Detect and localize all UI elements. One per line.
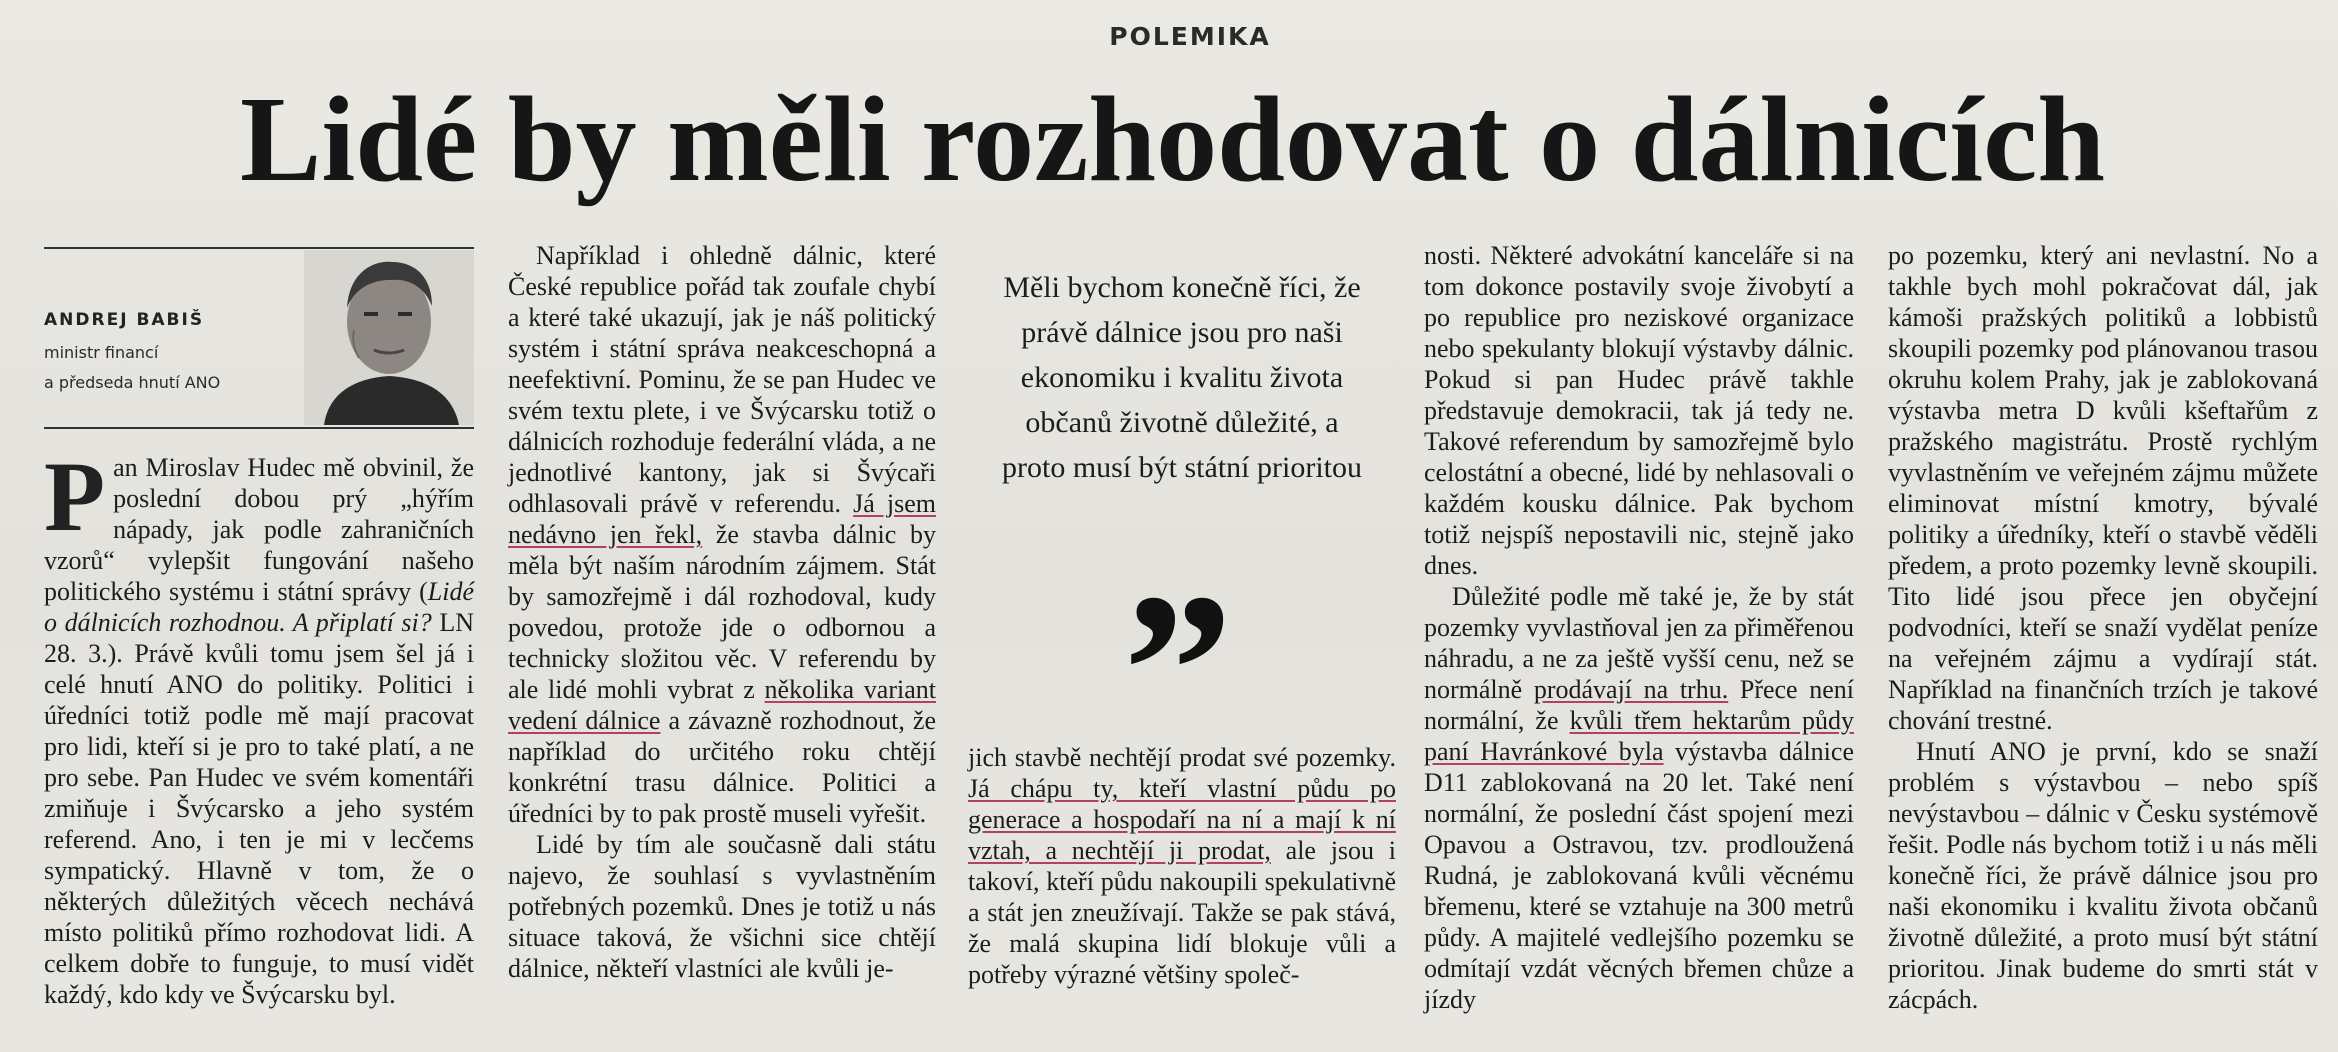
paragraph: [968, 742, 1396, 990]
article-column-3: [968, 742, 1396, 1002]
text-run: a závazně rozhodnout, že například do určitého roku chtějí konkrétní trasu dálnice. Politici a úředníci by to pak prostě museli vyřešit.: [508, 706, 936, 828]
text-run: LN 28. 3.). Právě kvůli tomu jsem šel já i celé hnutí ANO do politiky. Politici i úředníci totiž podle mě mají pracovat pro lidi, kteří si je pro to také platí, a ne pro sebe. Pan Hudec ve svém komentáři zmiňuje i Švýcarsko a jeho systém referend. Ano, i ten je mi v lecčems sympatický. Hlavně v tom, že o některých důležitých věcech nechává místo politiků přímo rozhodovat lidi. A celkem dobře to funguje, to musí vidět každý, kdo kdy ve Švýcarsku byl.: [44, 608, 474, 1009]
author-role-line: a předseda hnutí ANO: [44, 373, 221, 392]
text-run: an Miroslav Hudec mě obvinil, že poslední dobou prý „hýřím nápady, jak podle zahraničních vzorů“ vylepšit fungování našeho politického systému i státní správy (: [44, 453, 474, 606]
text-run: Přece není normální, že: [1424, 675, 1854, 735]
article-headline: Lidé by měli rozhodovat o dálnicích: [240, 72, 2106, 207]
section-rubric: POLEMIKA: [1109, 22, 1271, 51]
article-column-5: [1888, 240, 2318, 1014]
drop-cap: P: [44, 441, 106, 552]
underlined-text: několika variant vedení dálnice: [508, 675, 936, 735]
quote-mark-icon: ”: [1123, 548, 1233, 792]
text-run: Důležité podle mě také je, že by stát pozemky vyvlastňoval jen za přiměřenou náhradu, a ne za ještě vyšší cenu, než se normálně: [1424, 582, 1854, 704]
author-box-top-rule: [44, 247, 474, 249]
underlined-text: kvůli třem hektarům půdy paní Havránkové byla: [1424, 706, 1855, 766]
author-box-bottom-rule: [44, 427, 474, 429]
author-role-line: ministr financí: [44, 343, 159, 362]
author-name: ANDREJ BABIŠ: [44, 310, 205, 330]
article-reference: Lidé o dálnicích rozhodnou. A připlatí si?: [44, 577, 474, 637]
paragraph: [1424, 581, 1854, 1015]
underlined-text: Já jsem nedávno jen řekl,: [508, 489, 937, 549]
underlined-text: prodávají na trhu.: [1533, 675, 1729, 704]
author-photo: [304, 250, 474, 425]
article-column-1: [44, 441, 474, 1022]
paragraph: po pozemku, který ani nevlastní. No a takhle bych mohl pokračovat dál, jak kámoši pražských politiků a lobbistů skoupili pozemky pod plánovanou trasou okruhu kolem Prahy, jak je zablokovaná výstavba metra D kvůli kšeftařům z pražského magistrátu. Prostě rychlým vyvlastněním ve veřejném zájmu můžete eliminovat místní kmotry, bývalé politiky a úředníky, kteří o stavbě věděli předem, a proto pozemky levně skoupili. Tito lidé jsou přece jen obyčejní podvodníci, kteří se snaží vydělat peníze na veřejném zájmu a vydírají stát. Například na finančních trzích je takové chování trestné.: [1888, 241, 2318, 735]
paragraph: Hnutí ANO je první, kdo se snaží problém s výstavbou – nebo spíš nevýstavbou – dálnic v Česku systémově řešit. Podle nás bychom totiž i u nás měli konečně říci, že právě dálnice jsou pro naši ekonomiku i kvalitu života občanů životně důležité, a proto musí být státní prioritou. Jinak budeme do smrti stát v zácpách.: [1888, 737, 2318, 1014]
text-run: ale jsou i takoví, kteří půdu nakoupili spekulativně a stát jen zneužívají. Takže se pak stává, že malá skupina lidí blokuje vůli a potřeby výrazné většiny společ-: [968, 836, 1396, 989]
text-run: že stavba dálnic by měla být naším národním zájmem. Stát by samozřejmě i dál rozhodoval, kudy povedou, protože jde o odbornou a technicky složitou věc. V referendu by ale lidé mohli vybrat z: [508, 520, 937, 704]
pull-quote: Měli bychom konečně říci, že právě dálnice jsou pro naši ekonomiku i kvalitu života občanů životně důležité, a proto musí být státní prioritou: [1002, 271, 1362, 484]
paragraph: [508, 240, 936, 829]
underlined-text: Já chápu ty, kteří vlastní půdu po generace a hospodaří na ní a mají k ní vztah, a nechtějí ji prodat,: [968, 774, 1396, 865]
text-run: jich stavbě nechtějí prodat své pozemky.: [968, 743, 1396, 772]
text-run: Například i ohledně dálnic, které České republice pořád tak zoufale chybí a které také ukazují, jak je náš politický systém i státní správa neakceschopná a neefektivní. Pominu, že se pan Hudec ve svém textu plete, i ve Švýcarsku totiž o dálnicích rozhoduje federální vláda, a ne jednotlivé kantony, jak si Švýcaři odhlasovali právě v referendu.: [508, 241, 936, 518]
paragraph: nosti. Některé advokátní kanceláře si na tom dokonce postavily svoje živobytí a po republice pro neziskové organizace nebo spekulanty blokují výstavby dálnic. Pokud si pan Hudec právě takhle představuje demokracii, tak já tedy ne. Takové referendum by samozřejmě bylo celostátní a obecné, lidé by nehlasovali o každém kousku dálnice. Pak bychom totiž nejspíš nepostavili nic, stejně jako dnes.: [1424, 241, 1854, 580]
article-column-2: [508, 240, 937, 983]
text-run: výstavba dálnice D11 zablokovaná na 20 let. Také není normální, že poslední část spojení mezi Opavou a Ostravou, tzv. prodloužená Rudná, je zablokovaná kvůli věcnému břemenu, které se vztahuje na 300 metrů půdy. A majitelé vedlejšího pozemku se odmítají vzdát věcných břemen chůze a jízdy: [1424, 737, 1854, 1014]
author-role: [44, 338, 294, 398]
paragraph: [44, 441, 474, 1010]
article-column-4: [1424, 240, 1855, 1014]
paragraph: Lidé by tím ale současně dali státu najevo, že souhlasí s vyvlastněním potřebných pozemků. Dnes je totiž u nás situace taková, že všichni sice chtějí dálnice, někteří vlastníci ale kvůli je-: [508, 830, 936, 983]
